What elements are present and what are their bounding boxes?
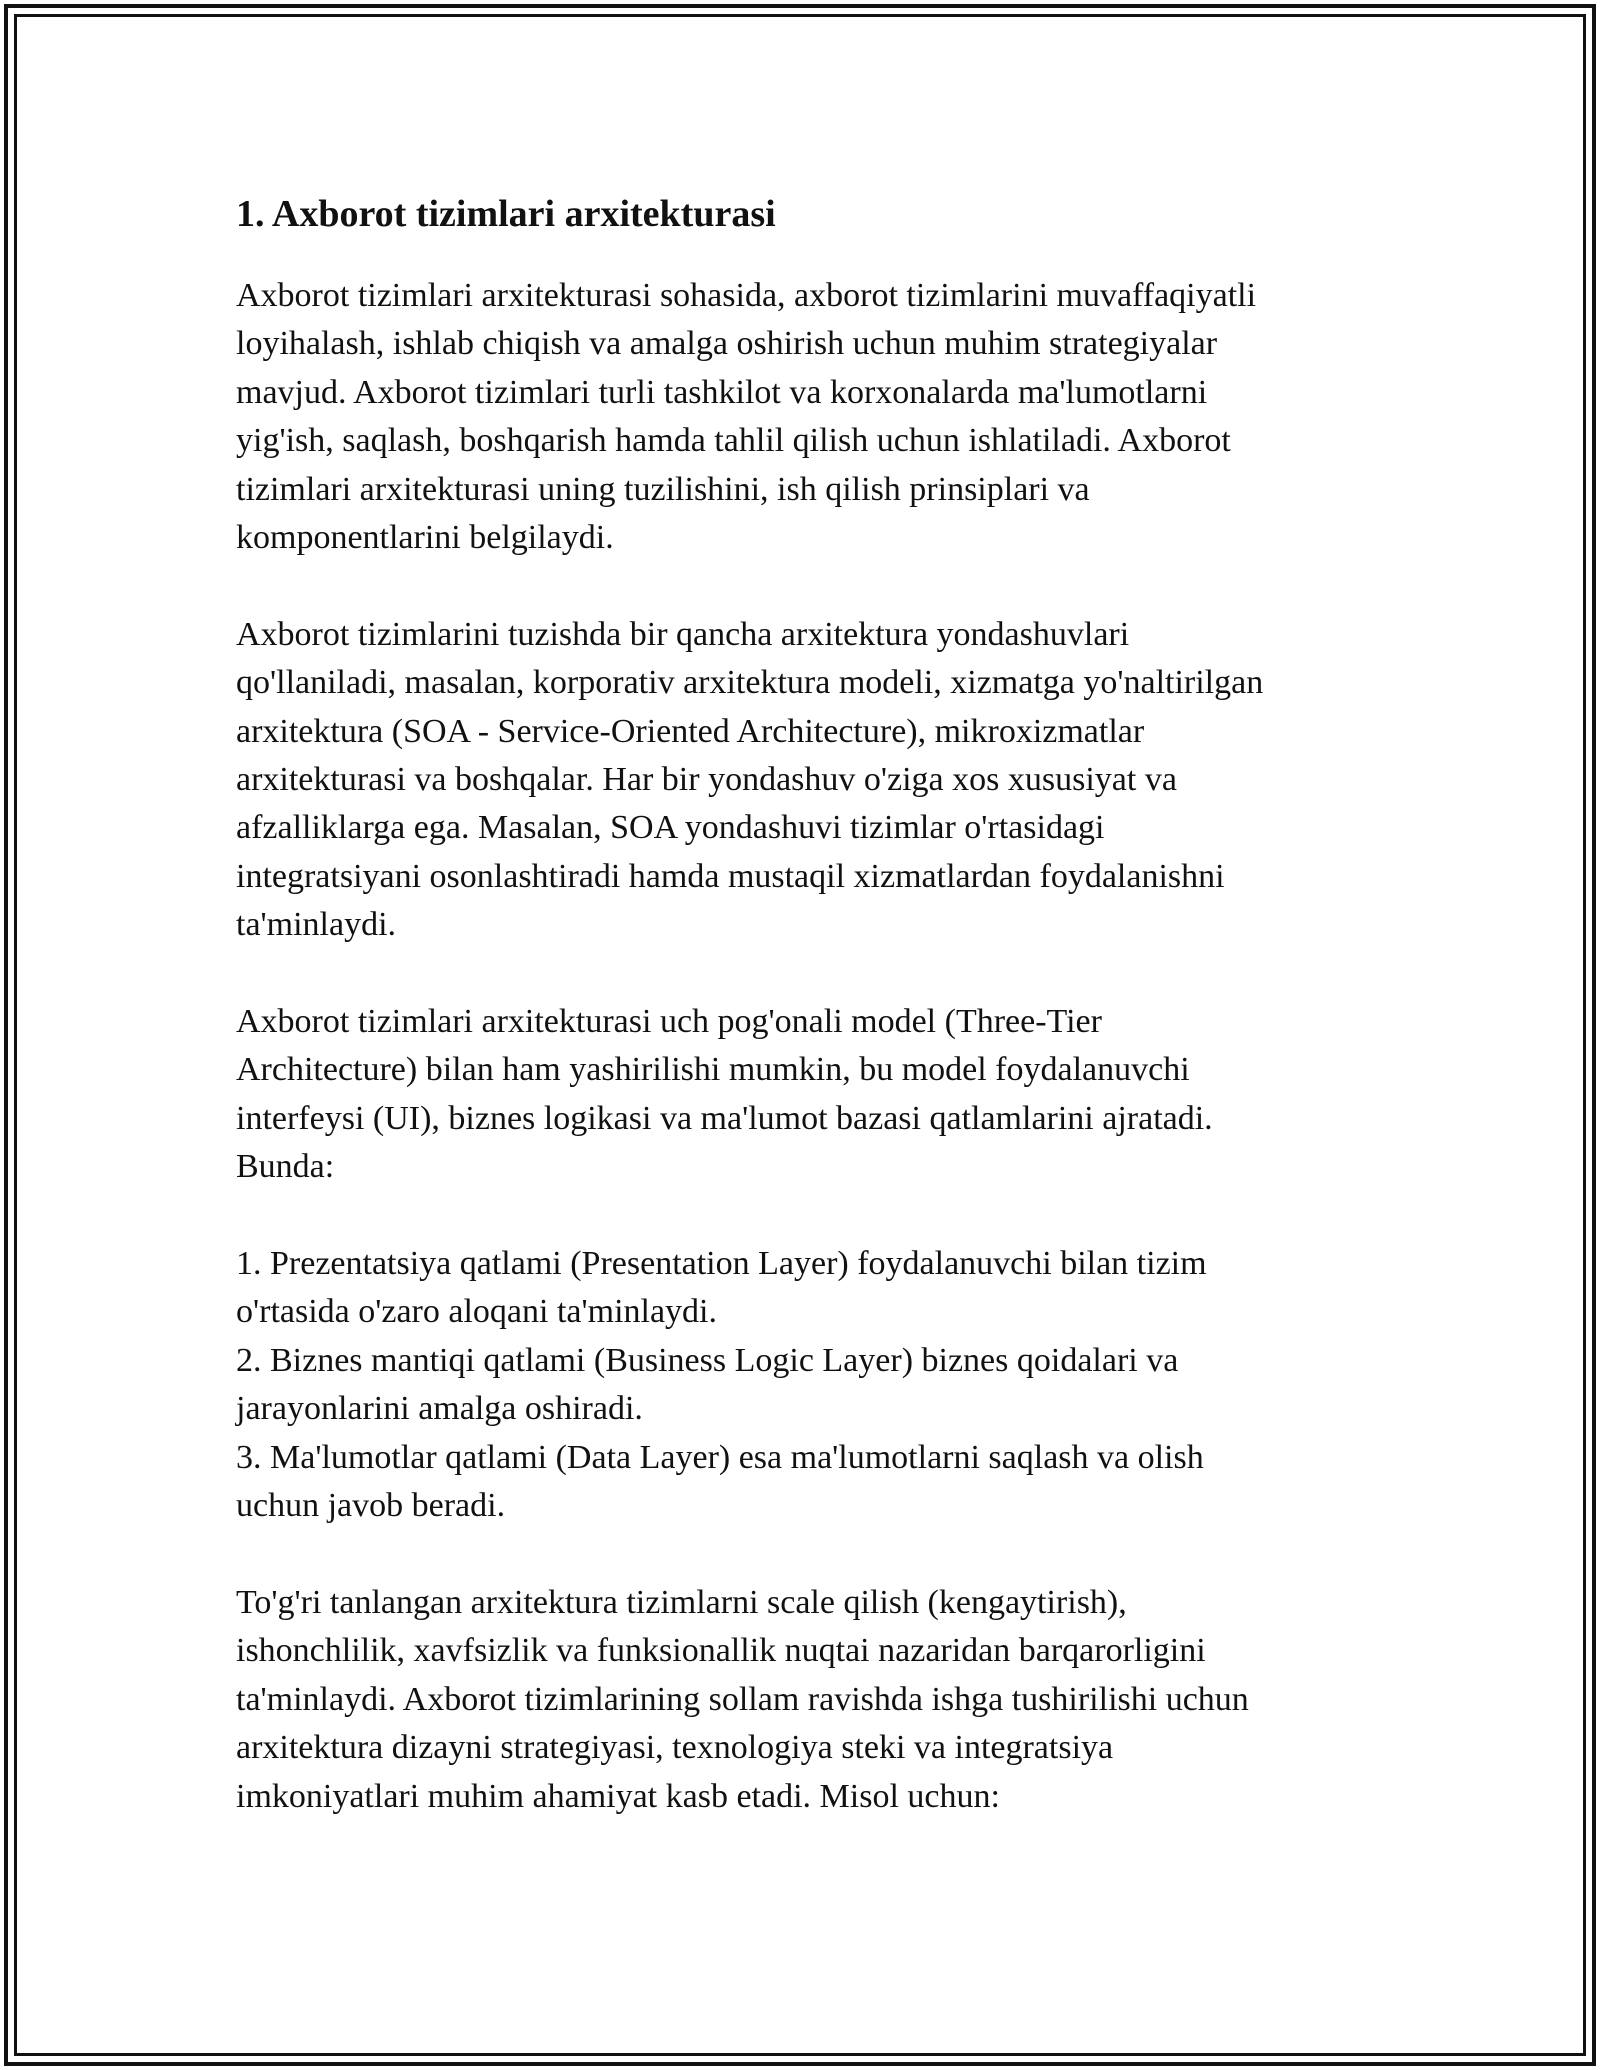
list-item-text: 3. Ma'lumotlar qatlami (Data Layer) esa ma'lumotlarni saqlash va olish	[236, 1438, 1204, 1476]
text-line: Axborot tizimlarini tuzishda bir qancha arxitektura yondashuvlari	[236, 615, 1130, 653]
list-item-text: 2. Biznes mantiqi qatlami (Business Logic Layer) biznes qoidalari va	[236, 1341, 1179, 1379]
text-line: komponentlarini belgilaydi.	[236, 519, 614, 557]
text-line: ta'minlaydi. Axborot tizimlarining sollam ravishda ishga tushirilishi uchun	[236, 1680, 1249, 1718]
document-body	[236, 186, 1376, 1821]
text-line: integratsiyani osonlashtiradi hamda mustaqil xizmatlardan foydalanishni	[236, 857, 1225, 895]
list-item-text: 1. Prezentatsiya qatlami (Presentation Layer) foydalanuvchi bilan tizim	[236, 1245, 1207, 1283]
paragraph-approaches	[236, 611, 1376, 950]
text-line: Axborot tizimlari arxitekturasi uch pog'onali model (Three-Tier	[236, 1003, 1102, 1041]
text-line: arxitekturasi va boshqalar. Har bir yondashuv o'ziga xos xususiyat va	[236, 761, 1177, 799]
text-line: interfeysi (UI), biznes logikasi va ma'lumot bazasi qatlamlarini ajratadi.	[236, 1099, 1213, 1137]
paragraph-spacer	[236, 1531, 1376, 1579]
paragraph-conclusion	[236, 1579, 1376, 1821]
paragraph-spacer	[236, 562, 1376, 610]
layers-list	[236, 1240, 1376, 1530]
text-line: arxitektura (SOA - Service-Oriented Architecture), mikroxizmatlar	[236, 712, 1145, 750]
list-item-text: o'rtasida o'zaro aloqani ta'minlaydi.	[236, 1293, 717, 1331]
text-line: qo'llaniladi, masalan, korporativ arxitektura modeli, xizmatga yo'naltirilgan	[236, 664, 1264, 702]
list-item-text: jarayonlarini amalga oshiradi.	[236, 1390, 643, 1428]
text-line: To'g'ri tanlangan arxitektura tizimlarni scale qilish (kengaytirish),	[236, 1583, 1127, 1621]
text-line: yig'ish, saqlash, boshqarish hamda tahlil qilish uchun ishlatiladi. Axborot	[236, 422, 1231, 460]
text-line: arxitektura dizayni strategiyasi, texnologiya steki va integratsiya	[236, 1729, 1114, 1767]
text-line: Axborot tizimlari arxitekturasi sohasida, axborot tizimlarini muvaffaqiyatli	[236, 277, 1257, 314]
text-line: Bunda:	[236, 1148, 335, 1186]
paragraph-intro	[236, 272, 1376, 562]
paragraph-spacer	[236, 950, 1376, 998]
paragraph-three-tier	[236, 998, 1376, 1192]
text-line: loyihalash, ishlab chiqish va amalga oshirish uchun muhim strategiyalar	[236, 325, 1218, 363]
text-line: afzalliklarga ega. Masalan, SOA yondashuvi tizimlar o'rtasidagi	[236, 809, 1105, 847]
text-line: imkoniyatlari muhim ahamiyat kasb etadi. Misol uchun:	[236, 1777, 1000, 1815]
text-line: mavjud. Axborot tizimlari turli tashkilot va korxonalarda ma'lumotlarni	[236, 373, 1208, 411]
text-line: tizimlari arxitekturasi uning tuzilishini, ish qilish prinsiplari va	[236, 470, 1090, 508]
text-line: ta'minlaydi.	[236, 906, 397, 944]
text-line: Architecture) bilan ham yashirilishi mumkin, bu model foydalanuvchi	[236, 1051, 1190, 1089]
list-item-text: uchun javob beradi.	[236, 1487, 506, 1525]
text-line: ishonchlilik, xavfsizlik va funksionallik nuqtai nazaridan barqarorligini	[236, 1632, 1206, 1670]
section-heading: 1. Axborot tizimlari arxitekturasi	[236, 193, 776, 235]
paragraph-spacer	[236, 1192, 1376, 1240]
